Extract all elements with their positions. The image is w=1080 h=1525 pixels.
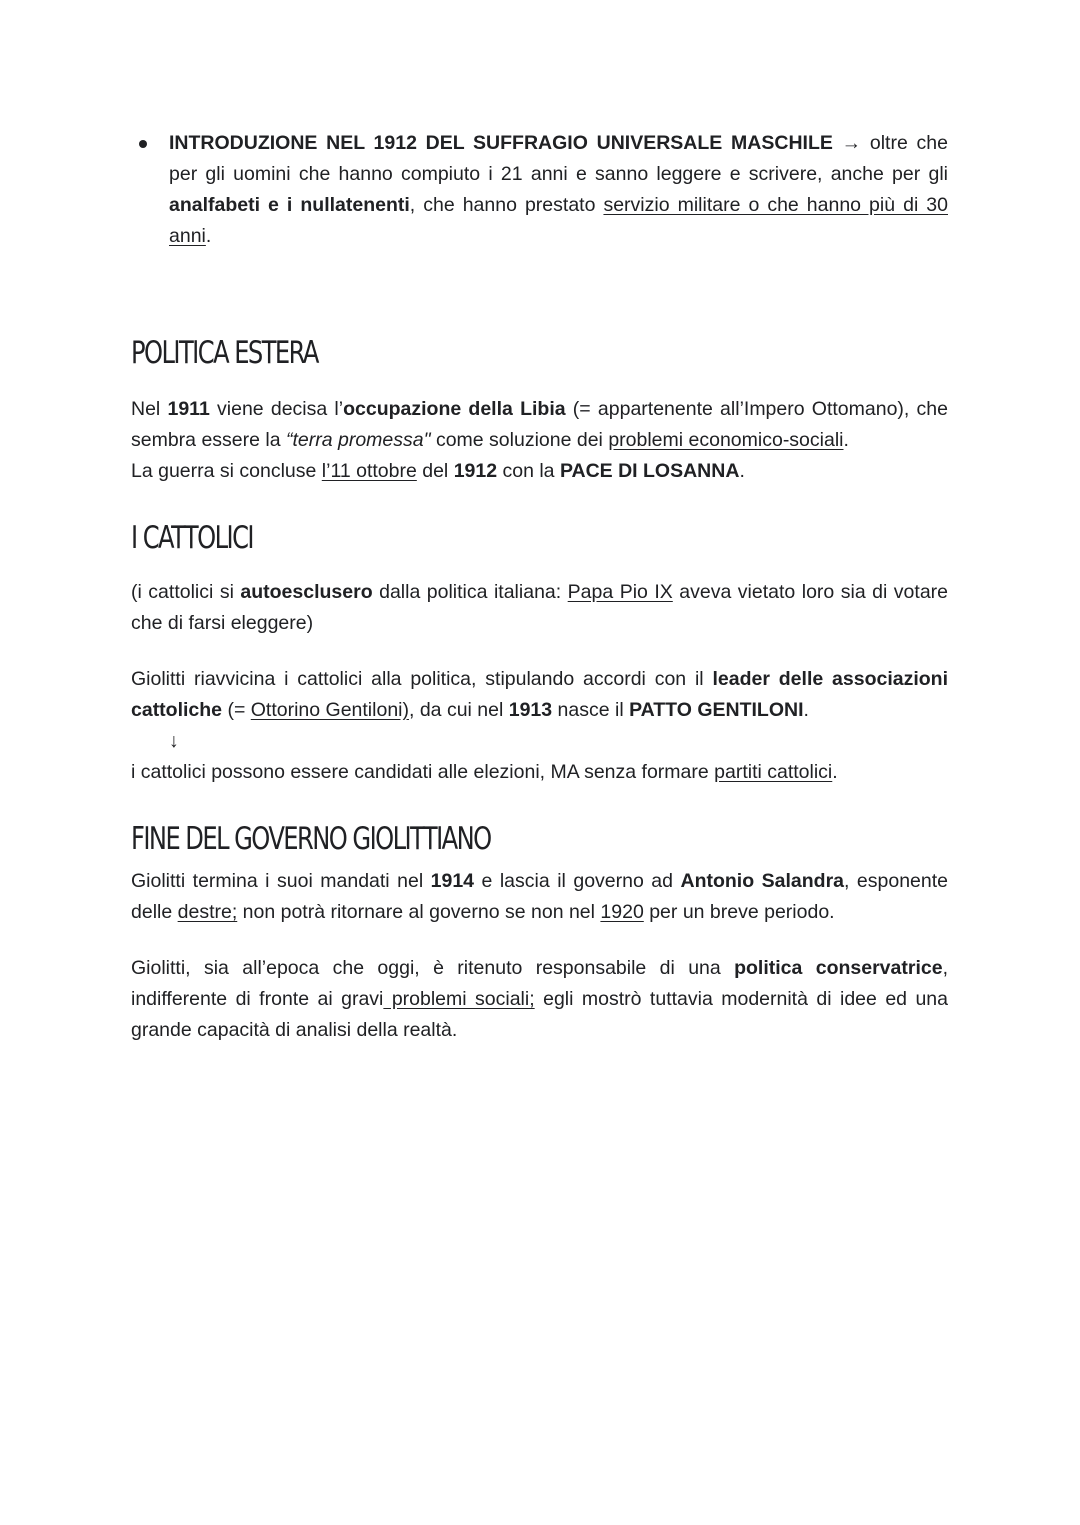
suffragio-bullet-item: INTRODUZIONE NEL 1912 DEL SUFFRAGIO UNIVERSALE MASCHILE → oltre che per gli uomini che hanno compiuto i 21 anni e sanno leggere e scrivere, anche per gli analfabeti e i nullatenenti, che hanno prestato servizio militare o che hanno più di 30 anni. [169,128,948,252]
arrow-right-icon: → [841,132,862,154]
fine-governo-paragraph-2: Giolitti, sia all’epoca che oggi, è ritenuto responsabile di una politica conservatrice, indifferente di fronte ai gravi problemi sociali; egli mostrò tuttavia modernità di idee ed una grande capacità di analisi della realtà. [131,957,948,1041]
heading-fine-governo: FINE DEL GOVERNO GIOLITTIANO [131,821,491,857]
underlined-text: servizio militare o che hanno più di 30 anni [169,194,948,247]
politica-estera-paragraph-1: Nel 1911 viene decisa l’occupazione della Libia (= appartenente all’Impero Ottomano), che sembra essere la “terra promessa" come soluzione dei problemi economico-sociali. [131,398,948,451]
cattolici-paragraph-3: i cattolici possono essere candidati alle elezioni, MA senza formare partiti cattolici. [131,761,838,783]
suffragio-bullet-list [131,128,948,252]
cattolici-paragraph-2: Giolitti riavvicina i cattolici alla politica, stipulando accordi con il leader delle associazioni cattoliche (= Ottorino Gentiloni), da cui nel 1913 nasce il PATTO GENTILONI. [131,668,949,721]
bullet-dot-icon [139,140,147,148]
fine-governo-paragraph-1: Giolitti termina i suoi mandati nel 1914 e lascia il governo ad Antonio Salandra, esponente delle destre; non potrà ritornare al governo se non nel 1920 per un breve periodo. [131,870,948,923]
suffragio-title: INTRODUZIONE NEL 1912 DEL SUFFRAGIO UNIVERSALE MASCHILE [169,132,833,154]
cattolici-paragraph-1: (i cattolici si autoesclusero dalla politica italiana: Papa Pio IX aveva vietato loro sia di votare che di farsi eleggere) [131,581,949,634]
heading-i-cattolici: I CATTOLICI [131,520,253,556]
document-page [131,128,948,1046]
politica-estera-paragraph-2: La guerra si concluse l’11 ottobre del 1912 con la PACE DI LOSANNA. [131,460,745,482]
heading-politica-estera: POLITICA ESTERA [131,335,318,371]
arrow-down-icon: ↓ [169,730,179,752]
